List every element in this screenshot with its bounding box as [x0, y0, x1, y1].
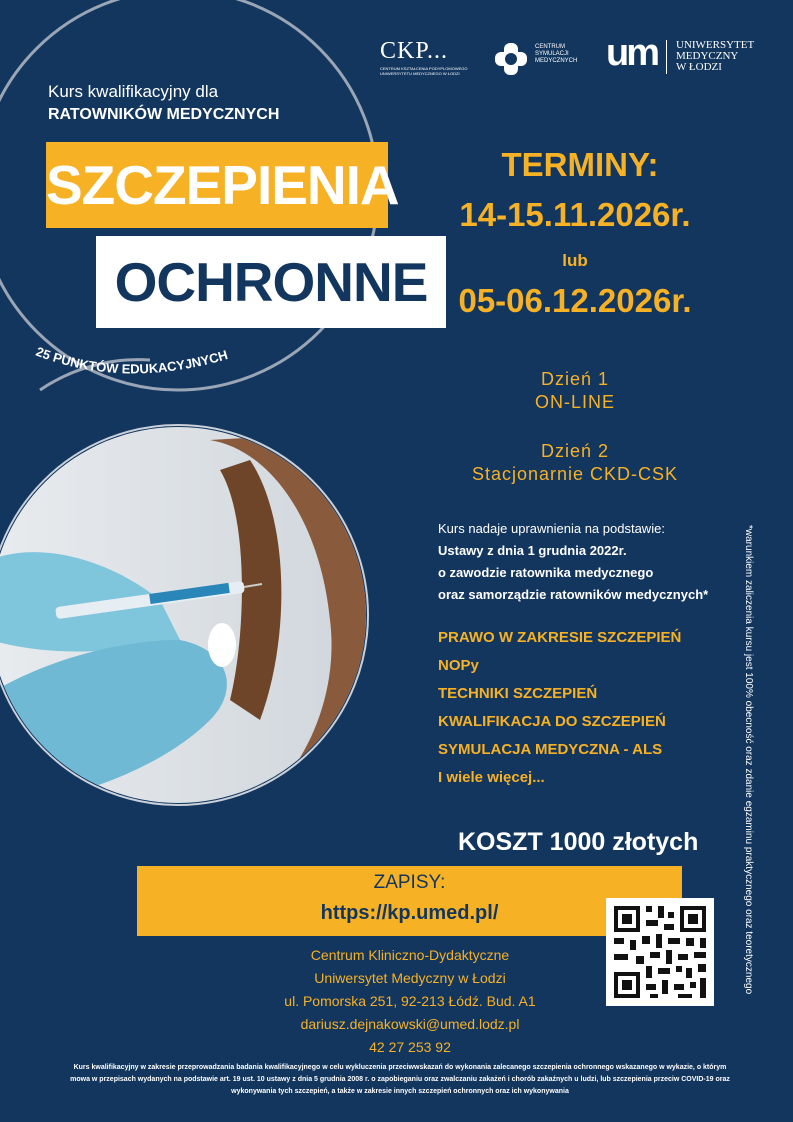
list-item: TECHNIKI SZCZEPIEŃ	[438, 685, 598, 702]
contact-address: ul. Pomorska 251, 92-213 Łódź. Bud. A1	[284, 993, 536, 1009]
cotton-pad	[208, 623, 236, 667]
contact-unit: Centrum Kliniczno-Dydaktyczne	[310, 947, 510, 963]
list-item: KWALIFIKACJA DO SZCZEPIEŃ	[438, 713, 666, 730]
logos-bar	[380, 32, 760, 78]
csm-logo-icon	[494, 42, 530, 76]
title-ochronne: OCHRONNE	[96, 236, 446, 328]
um-logo-text: UNIWERSYTET MEDYCZNY W ŁODZI	[676, 39, 755, 73]
ckp-logo-subtitle: CENTRUM KSZTAŁCENIA PODYPLOMOWEGO UNIWERSYTETU MEDYCZNEGO W ŁODZI	[380, 66, 468, 76]
day-2-label: Dzień 2	[540, 441, 610, 461]
vaccination-photo	[0, 420, 380, 820]
topics-list	[438, 624, 748, 792]
course-cost: KOSZT 1000 złotych	[458, 828, 699, 856]
contact-university: Uniwersytet Medyczny w Łodzi	[314, 970, 506, 986]
points-arc-text: 25 PUNKTÓW EDUKACYJNYCH	[33, 343, 230, 377]
legal-line-2: o zawodzie ratownika medycznego	[438, 565, 654, 580]
um-logo-divider	[666, 40, 667, 74]
title-szczepienia: SZCZEPIENIA	[46, 142, 388, 228]
legal-intro: Kurs nadaje uprawnienia na podstawie:	[438, 521, 665, 536]
day-2-block	[420, 440, 730, 486]
qr-code[interactable]	[606, 898, 714, 1006]
footer-legal-text: Kurs kwalifikacyjny w zakresie przeprowadzania badania kwalifikacyjnego w celu wykluczenia przeciwwskazań do wykonania zalecanego szczepienia ochronnego wskazanego w wykazie, o którym mowa w przepisach wydanych na podstawie art. 19 ust. 10 ustawy z dnia 5 grudnia 2008 r. o zapobieganiu oraz zwalczaniu zakażeń i chorób zakaźnych u ludzi, lub szczepienia przeciw COVID-19 oraz wykonywania tych szczepień, a także w zakresie innych szczepień ochronnych oraz ich wykonywania	[70, 1064, 730, 1095]
vertical-note: *warunkiem zaliczenia kursu jest 100% obecność oraz zdanie egzaminu praktycznego oraz teoretycznego	[743, 525, 754, 995]
day-1-block	[440, 368, 710, 414]
term-date-2: 05-06.12.2026r.	[458, 282, 692, 319]
signup-heading: ZAPISY:	[373, 872, 446, 893]
intro-line-1: Kurs kwalifikacyjny dla	[48, 82, 219, 101]
list-item: NOPy	[438, 657, 479, 674]
day-1-label: Dzień 1	[540, 369, 610, 389]
legal-line-1: Ustawy z dnia 1 grudnia 2022r.	[438, 543, 627, 558]
ckp-logo: CKP...	[380, 38, 449, 64]
list-item: SYMULACJA MEDYCZNA - ALS	[438, 741, 663, 758]
term-date-1: 14-15.11.2026r.	[459, 196, 691, 233]
list-item: I wiele więcej...	[438, 769, 545, 786]
intro-line-2: RATOWNIKÓW MEDYCZNYCH	[48, 106, 280, 123]
list-item: PRAWO W ZAKRESIE SZCZEPIEŃ	[438, 629, 682, 646]
um-logo-mark: um	[606, 32, 657, 74]
signup-box	[137, 866, 682, 936]
terms-heading: TERMINY:	[501, 146, 659, 183]
contact-phone: 42 27 253 92	[369, 1039, 451, 1055]
day-2-mode: Stacjonarnie CKD-CSK	[471, 464, 679, 484]
day-1-mode: ON-LINE	[534, 392, 615, 412]
legal-line-3: oraz samorządzie ratowników medycznych*	[438, 587, 709, 602]
csm-logo-text: CENTRUM SYMULACJI MEDYCZNYCH	[535, 44, 578, 64]
signup-link[interactable]: https://kp.umed.pl/	[320, 902, 499, 924]
legal-basis	[438, 518, 748, 606]
contact-email[interactable]: dariusz.dejnakowski@umed.lodz.pl	[300, 1016, 520, 1032]
term-or: lub	[562, 251, 588, 270]
contact-block	[240, 944, 580, 1059]
